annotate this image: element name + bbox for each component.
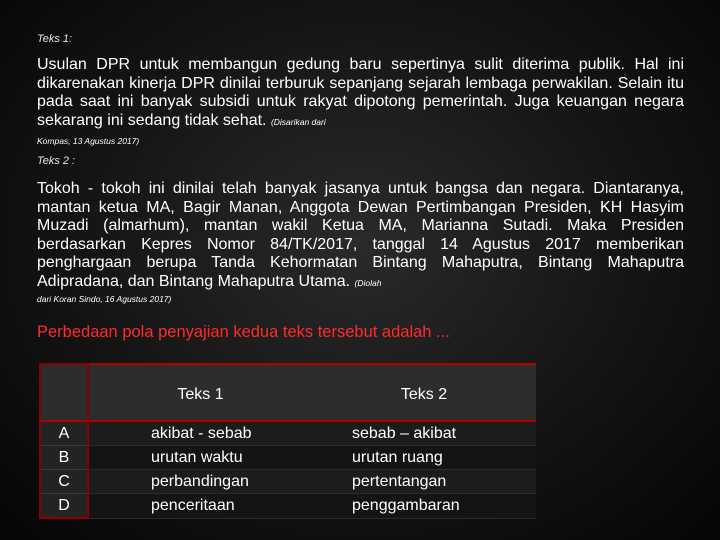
text2-paragraph (37, 180, 684, 292)
option-letter: C (40, 470, 88, 494)
text2-label: Teks 2 : (37, 155, 76, 167)
option-letter: A (40, 422, 88, 446)
text1-body: Usulan DPR untuk membangun gedung baru sepertinya sulit diterima publik. Hal ini dikarenakan kinerja DPR dinilai terburuk sepanjang sejarah lembaga perwakilan. Selain itu pada saat ini banyak subsidi untuk rakyat dipotong pemerintah. Juga keuangan negara sekarang ini sedang tidak sehat. (37, 56, 684, 129)
option-teks1: urutan waktu (88, 446, 312, 470)
question-text: Perbedaan pola penyajian kedua teks tersebut adalah ... (37, 323, 450, 341)
option-teks1: penceritaan (88, 494, 312, 519)
text1-paragraph (37, 56, 684, 131)
option-teks2: sebab – akibat (312, 422, 536, 446)
text1-label: Teks 1: (37, 33, 73, 45)
option-teks2: urutan ruang (312, 446, 536, 470)
table-header-row (40, 364, 536, 420)
text2-source-end: dari Koran Sindo, 16 Agustus 2017) (37, 294, 172, 304)
option-teks1: perbandingan (88, 470, 312, 494)
text2-body: Tokoh - tokoh ini dinilai telah banyak jasanya untuk bangsa dan negara. Diantaranya, mantan ketua MA, Bagir Manan, Anggota Dewan Pertimbangan Presiden, KH Hasyim Muzadi (almarhum), mantan wakil Ketua MA, Marianna Sutadi. Maka Presiden berdasarkan Kepres Nomor 84/TK/2017, tanggal 14 Agustus 2017 memberikan penghargaan berupa Tanda Kehormatan Bintang Mahaputra, Bintang Mahaputra Adipradana, dan Bintang Mahaputra Utama. (37, 180, 684, 290)
table-row (40, 446, 536, 470)
option-teks2: pertentangan (312, 470, 536, 494)
option-teks2: penggambaran (312, 494, 536, 519)
answer-table (39, 363, 536, 519)
header-teks1: Teks 1 (88, 364, 312, 420)
header-teks2: Teks 2 (312, 364, 536, 420)
header-empty-cell (40, 364, 88, 420)
text1-source-start: (Disarikan dari (270, 116, 326, 127)
table-row (40, 494, 536, 519)
option-letter: D (40, 494, 88, 519)
table-row (40, 422, 536, 446)
option-teks1: akibat - sebab (88, 422, 312, 446)
table-row (40, 470, 536, 494)
option-letter: B (40, 446, 88, 470)
text2-source-start: (Diolah (354, 277, 382, 288)
text1-source-end: Kompas, 13 Agustus 2017) (37, 136, 140, 146)
